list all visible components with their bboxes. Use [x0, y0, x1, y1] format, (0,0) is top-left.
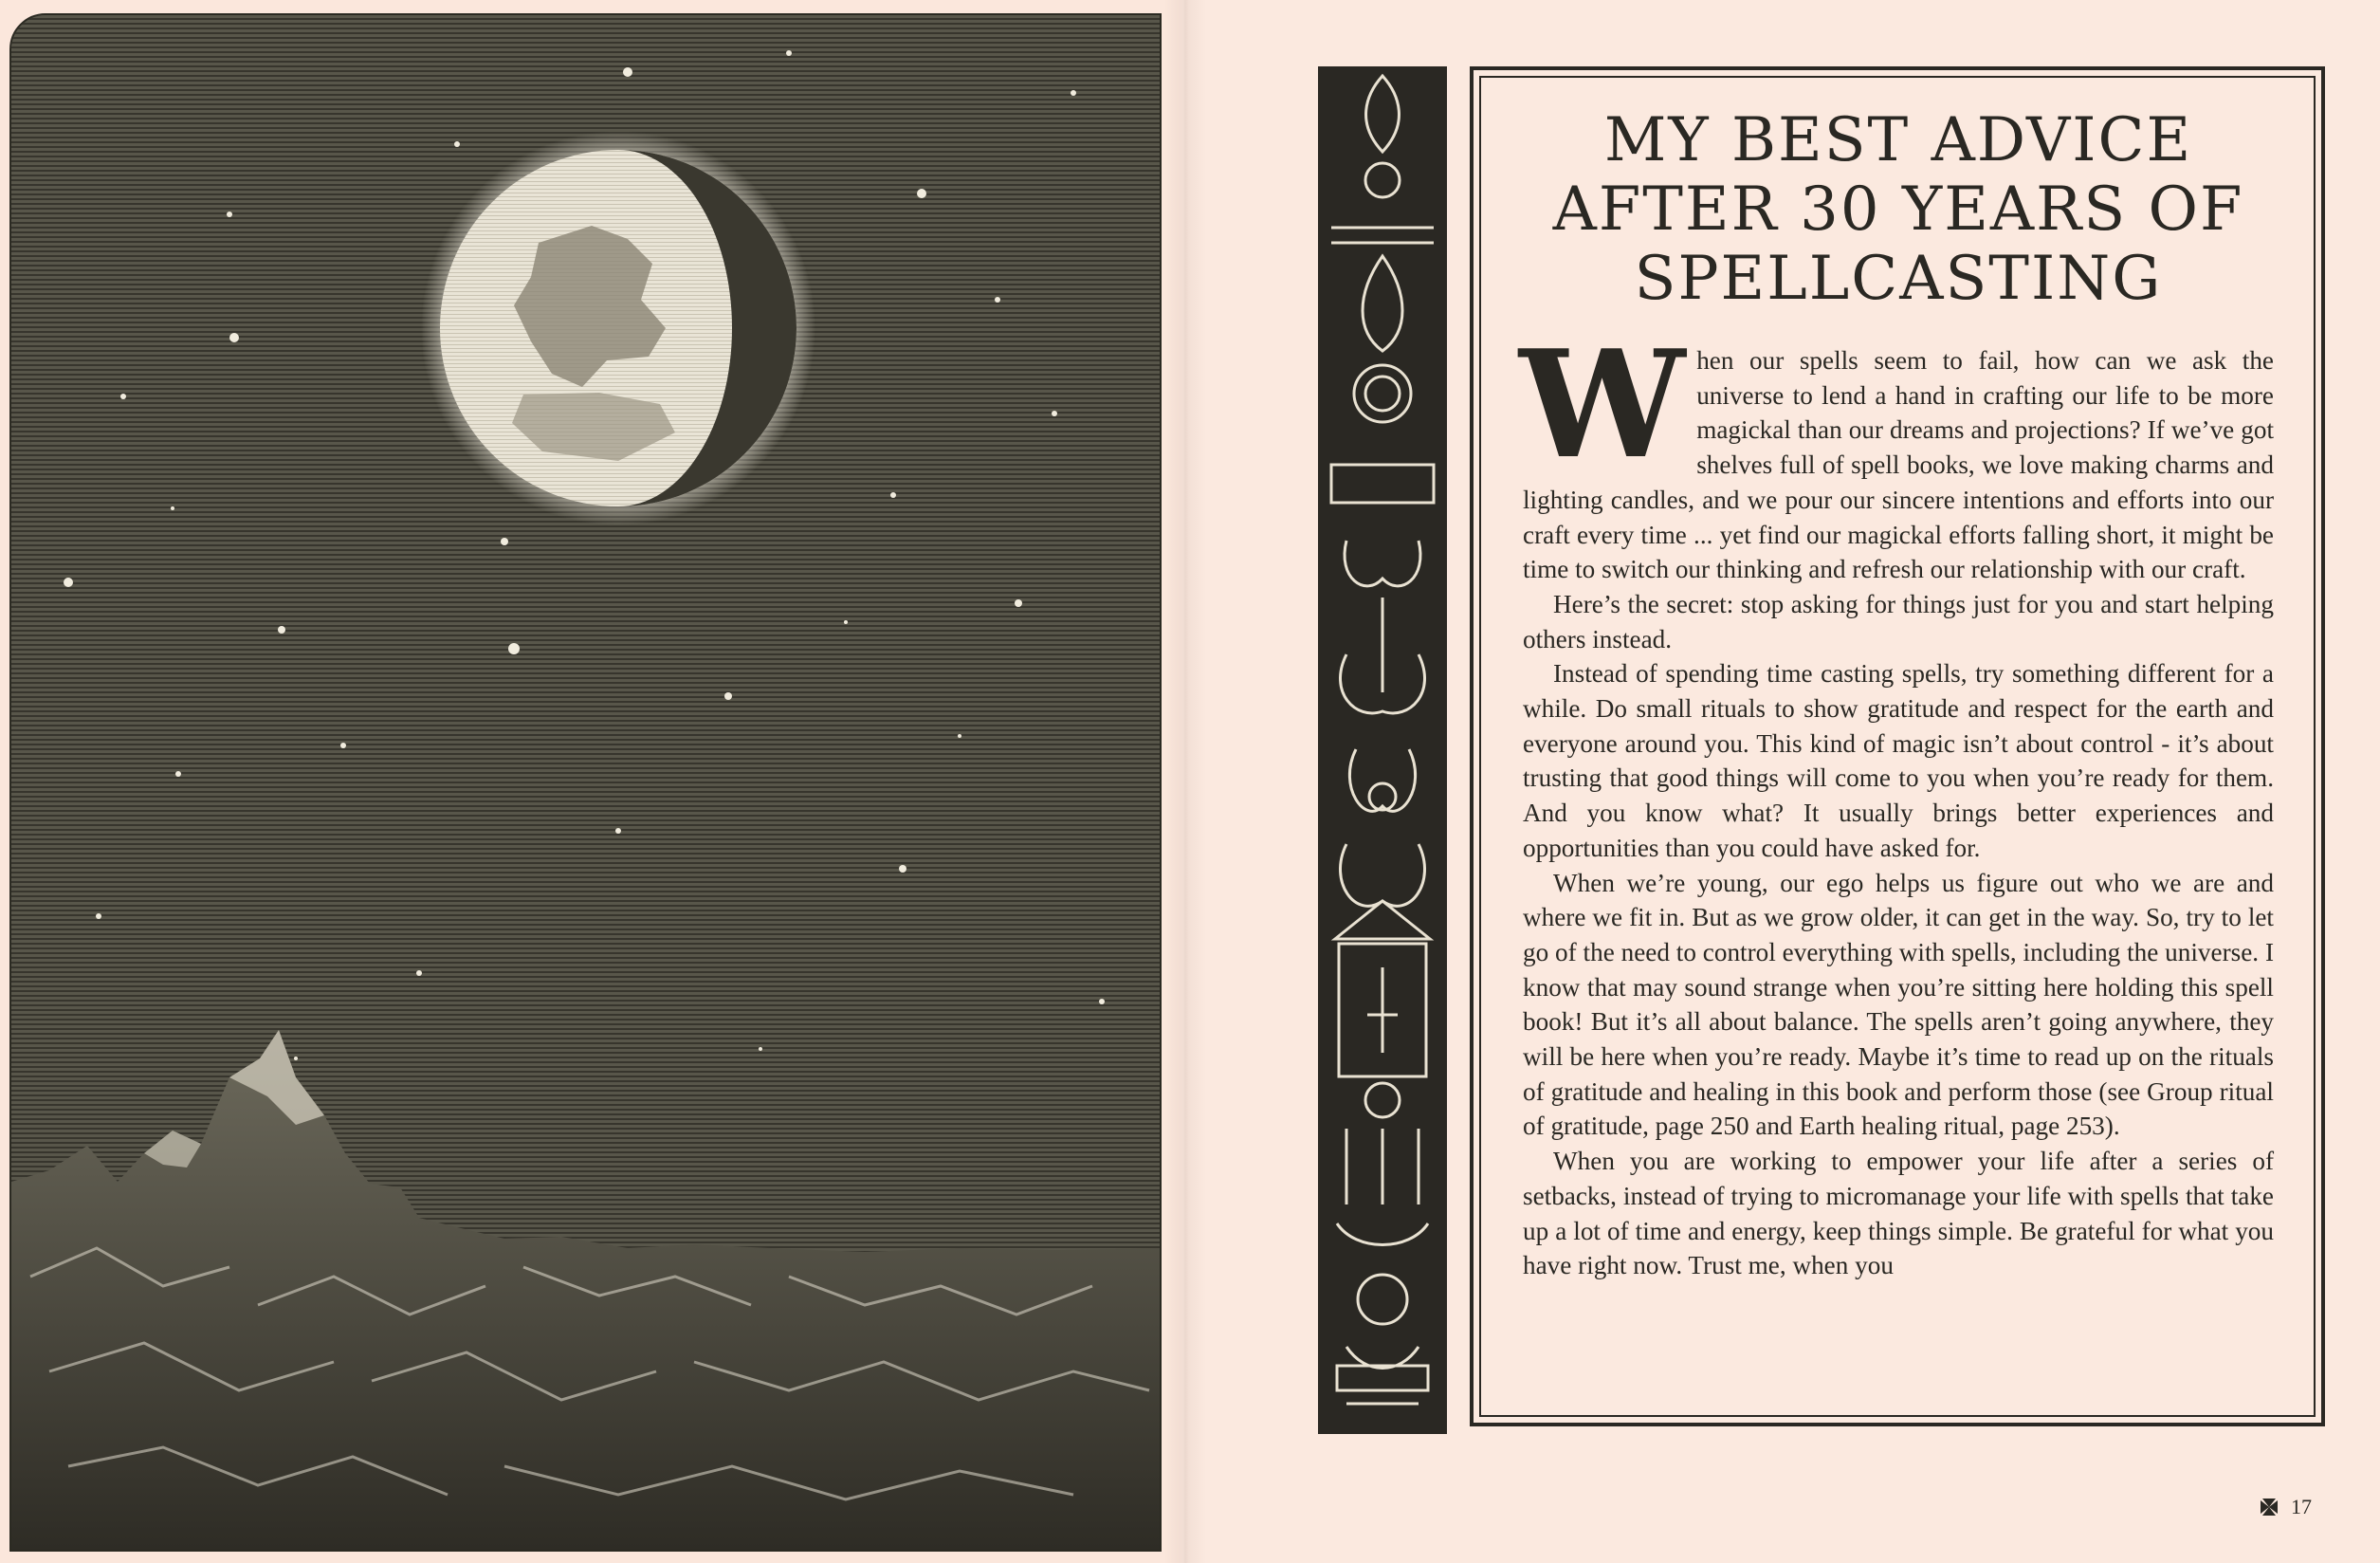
page-title — [1498, 106, 2298, 314]
page-number: 17 — [2291, 1495, 2312, 1518]
title-line-1: MY BEST ADVICE — [1603, 105, 2193, 175]
folio — [2259, 1493, 2312, 1519]
body-text — [1519, 318, 2274, 1283]
book-gutter — [1164, 0, 1206, 1563]
title-line-2: AFTER 30 YEARS OF — [1552, 175, 2244, 245]
paragraph-4: When we’re young, our ego helps us figure out who we are and where we fit in. But as we grow older, it can get in the way. So, try to let go of the need to control everything with spells, including the universe. I know that may sound strange when you’re sitting here holding this spell book! But it’s all about balance. The spells aren’t going anywhere, they will be here when you’re ready. Maybe it’s time to read up on the rituals of gratitude and healing in this book and perform those (see Group ritual of gratitude, page 250 and Earth healing ritual, page 253). — [1523, 868, 2274, 1141]
maltese-cross-icon — [2259, 1497, 2279, 1517]
paragraph-2: Here’s the secret: stop asking for things just for you and start helping others instead. — [1523, 589, 2274, 653]
ornamental-border-column — [1318, 66, 1447, 1434]
moon-over-mountains-engraving — [9, 13, 1162, 1552]
title-line-3: SPELLCASTING — [1634, 244, 2163, 314]
paragraph-3: Instead of spending time casting spells, try something different for a while. Do small rituals to show gratitude and respect for the earth and everyone around you. This kind of magic isn’t about control - it’s about trusting that good things will come to you when you’re ready for them. And you know what? It usually brings better experiences and opportunities than you could have asked for. — [1523, 659, 2274, 862]
drop-cap: W — [1519, 318, 1686, 491]
paragraph-1 — [1519, 318, 2274, 587]
paragraph-5: When you are working to empower your life after a series of setbacks, instead of trying to micromanage your life with spells that take up a lot of time and energy, keep things simple. Be grateful for what you have right now. Trust me, when you — [1523, 1147, 2274, 1280]
left-page — [0, 0, 1181, 1563]
paragraph-1-text: hen our spells seem to fail, how can we ask the universe to lend a hand in crafting our life to be more magickal than our dreams and projections? If we’ve got shelves full of spell books, we love making charms and lighting candles, and we pour our sincere intentions and efforts into our craft every time ... yet find our magickal efforts falling short, it might be time to switch our thinking and refresh our relationship with our craft. — [1523, 346, 2274, 584]
